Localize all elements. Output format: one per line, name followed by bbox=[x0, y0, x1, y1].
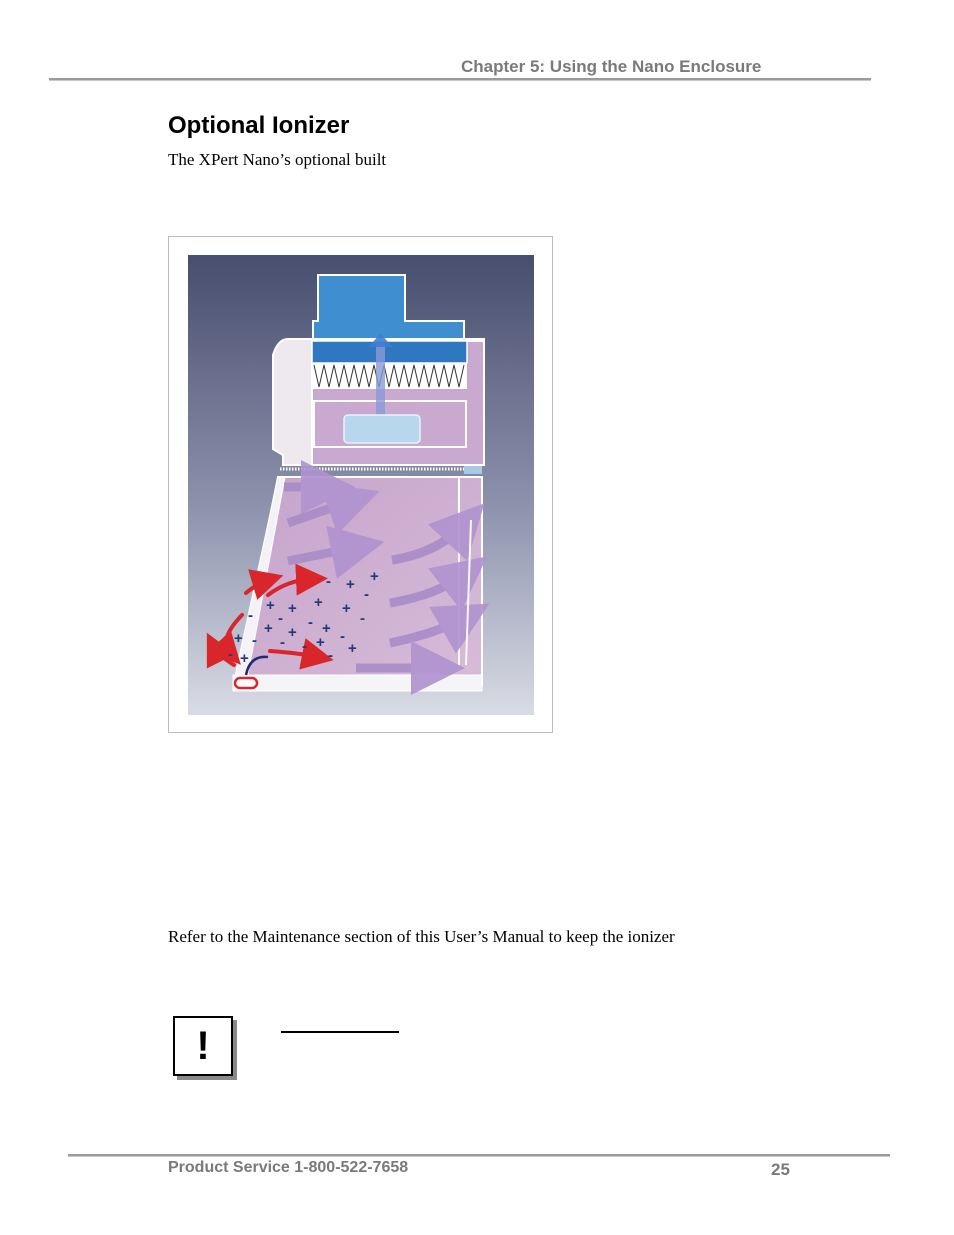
intro-paragraph: The XPert Nano’s optional built bbox=[168, 150, 387, 169]
header-rule bbox=[49, 78, 871, 81]
running-header: Chapter 5: Using the Nano Enclosure bbox=[461, 57, 762, 76]
svg-text:+: + bbox=[346, 576, 355, 593]
svg-text:-: - bbox=[326, 573, 331, 590]
svg-text:-: - bbox=[252, 632, 257, 649]
svg-text:-: - bbox=[248, 607, 253, 624]
svg-text:-: - bbox=[308, 614, 313, 631]
svg-text:+: + bbox=[322, 620, 331, 637]
svg-text:-: - bbox=[278, 610, 283, 627]
exhaust-arrow bbox=[376, 343, 385, 419]
blower-plate bbox=[344, 415, 420, 443]
svg-text:-: - bbox=[228, 646, 233, 663]
footer-rule bbox=[68, 1154, 890, 1157]
svg-text:+: + bbox=[264, 620, 273, 637]
svg-text:-: - bbox=[340, 628, 345, 645]
exclamation-icon: ! bbox=[196, 1024, 210, 1068]
svg-text:-: - bbox=[360, 610, 365, 627]
maintenance-reference: Refer to the Maintenance section of this User’s Manual to keep the ionizer bbox=[168, 927, 675, 946]
caution-box bbox=[173, 1016, 233, 1076]
svg-text:+: + bbox=[342, 600, 351, 617]
work-surface bbox=[233, 675, 482, 691]
svg-text:+: + bbox=[240, 650, 249, 667]
svg-text:+: + bbox=[288, 600, 297, 617]
svg-text:-: - bbox=[280, 634, 285, 651]
svg-text:+: + bbox=[234, 630, 243, 647]
ionizer-bar bbox=[235, 678, 257, 688]
svg-text:+: + bbox=[288, 624, 297, 641]
svg-text:-: - bbox=[364, 586, 369, 603]
svg-text:-: - bbox=[328, 647, 333, 664]
svg-text:+: + bbox=[348, 640, 357, 657]
page-number: 25 bbox=[771, 1160, 790, 1179]
grille-end bbox=[464, 466, 482, 474]
section-title: Optional Ionizer bbox=[168, 112, 350, 139]
caution-heading-underline bbox=[281, 1031, 399, 1033]
enclosure-airflow-illustration bbox=[188, 255, 534, 715]
ionizer-figure bbox=[168, 236, 553, 733]
svg-text:-: - bbox=[302, 638, 307, 655]
svg-text:+: + bbox=[266, 597, 275, 614]
svg-text:+: + bbox=[314, 594, 323, 611]
footer-contact: Product Service 1-800-522-7658 bbox=[168, 1159, 409, 1176]
svg-text:+: + bbox=[370, 568, 379, 585]
svg-text:+: + bbox=[316, 634, 325, 651]
